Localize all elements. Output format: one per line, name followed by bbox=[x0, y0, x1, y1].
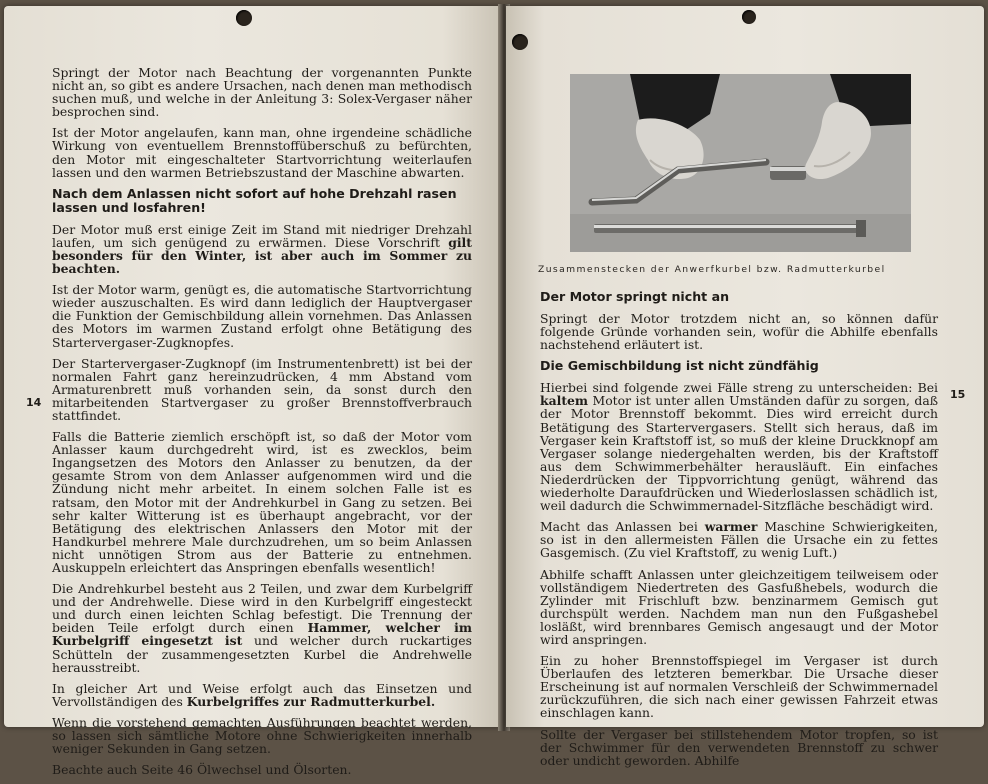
bold-text: Kurbelgriffes zur Radmutterkurbel. bbox=[186, 693, 436, 709]
right-page bbox=[506, 6, 984, 768]
text-span: Maschine Schwierigkeiten, so ist in den allermeisten Fällen die Ursache ein zu fettes Gasgemisch. (Zu viel Kraftstoff, zu wenig Luft.) bbox=[540, 519, 938, 561]
paragraph: Ein zu hoher Brennstoffspiegel im Vergaser ist durch Überlaufen des letzteren bemerkbar. Die Ursache dieser Erscheinung ist auf normalen Verschleiß der Schwimmernadel zurückzuführen, die sich nach einer gewissen Fahrzeit etwas einschlagen kann. bbox=[540, 653, 938, 721]
left-page bbox=[4, 6, 502, 778]
paragraph: Ist der Motor angelaufen, kann man, ohne irgendeine schädliche Wirkung von eventuellem Brennstoffüberschuß zu befürchten, den Motor mit eingeschalteter Startvorrichtung weiterlaufen lassen und den warmen Betriebszustand der Maschine abwarten. bbox=[52, 125, 472, 180]
binding-hole-icon bbox=[512, 34, 528, 50]
photo-caption: Zusammenstecken der Anwerfkurbel bzw. Radmutterkurbel bbox=[538, 264, 886, 275]
paragraph: Abhilfe schafft Anlassen unter gleichzeitigem teilweisem oder vollständigem Niedertreten des Gasfußhebels, wodurch die Zylinder mit Frischluft bzw. benzinarmem Gemisch gut durchspült werden. Nachdem man nun den Fußgashebel losläßt, wird brennbares Gemisch angesaugt und der Motor wird anspringen. bbox=[540, 566, 938, 647]
binding-hole-icon bbox=[236, 10, 252, 26]
paragraph: Springt der Motor nach Beachtung der vorgenannten Punkte nicht an, so gibt es andere Ursachen, nach denen man methodisch suchen muß, und welche in der Anleitung 3: Solex-Vergaser näher besprochen sind. bbox=[52, 65, 472, 120]
text-span: Die Andrehkurbel besteht aus 2 Teilen, und zwar dem Kurbelgriff und der Andrehwelle. Diese wird in den Kurbelgriff eingesteckt und durch einen leichten Schlag befestigt. Die Trennung der beiden Teile erfolgt durch einen bbox=[52, 581, 472, 636]
paragraph bbox=[52, 582, 472, 674]
crank-illustration bbox=[570, 74, 911, 252]
paragraph bbox=[540, 381, 938, 512]
text-span: Der Motor muß erst einige Zeit im Stand mit niedriger Drehzahl laufen, um sich genügend zu erwärmen. Diese Vorschrift bbox=[52, 221, 472, 250]
paragraph bbox=[52, 223, 472, 275]
text-span: In gleicher Art und Weise erfolgt auch das Einsetzen und Vervollständigen des bbox=[52, 680, 472, 709]
text-span: Macht das Anlassen bei bbox=[540, 519, 705, 535]
paragraph: Sollte der Vergaser bei stillstehendem Motor tropfen, so ist der Schwimmer für den verwendeten Brennstoff zu schwer oder undicht geworden. Abhilfe bbox=[540, 726, 938, 768]
paragraph: Beachte auch Seite 46 Ölwechsel und Ölsorten. bbox=[52, 762, 352, 778]
bold-text: Hammer, welcher im Kurbelgriff eingesetzt ist bbox=[52, 620, 472, 649]
section-heading: Nach dem Anlassen nicht sofort auf hohe Drehzahl rasen lassen und losfahren! bbox=[52, 185, 457, 215]
text-span: Hierbei sind folgende zwei Fälle streng zu unterscheiden: Bei bbox=[540, 380, 938, 396]
page-number: 14 bbox=[26, 396, 42, 409]
section-heading: Der Motor springt nicht an bbox=[540, 289, 730, 304]
right-page-text bbox=[540, 290, 938, 775]
bold-text: kaltem bbox=[540, 393, 589, 409]
left-page-text bbox=[52, 66, 472, 784]
paragraph: Falls die Batterie ziemlich erschöpft ist, so daß der Motor vom Anlasser kaum durchgedreht wird, ist es zwecklos, beim Ingangsetzen des Motors den Anlasser zu benutzen, da der gesamte Strom von dem Anlasser aufgenommen wird und die Zündung nicht mehr arbeitet. In einem solchen Falle ist es ratsam, den Motor mit der Andrehkurbel in Gang zu setzen. Bei sehr kalter Witterung ist es überhaupt angebracht, vor der Betätigung des elektrischen Anlassers den Motor mit der Handkurbel mehrere Male durchzudrehen, um so beim Anlassen nicht unnötigen Strom aus der Batterie zu entnehmen. Auskuppeln erleichtert das Anspringen ebenfalls wesentlich! bbox=[52, 429, 472, 575]
paragraph: Ist der Motor warm, genügt es, die automatische Startvorrichtung wieder auszuschalten. Es wird dann lediglich der Hauptvergaser die Funktion der Gemischbildung allein vornehmen. Das Anlassen des Motors im warmen Zustand erfolgt ohne Betätigung des Startervergaser-Zugknopfes. bbox=[52, 282, 472, 350]
crank-photo bbox=[570, 74, 911, 252]
bold-text: gilt besonders für den Winter, ist aber auch im Sommer zu beachten. bbox=[52, 234, 472, 277]
section-heading: Die Gemischbildung ist nicht zündfähig bbox=[540, 358, 819, 374]
text-span: und welcher durch ruckartiges Schütteln der zusammengesetzten Kurbel die Andrehwelle herausstreibt. bbox=[52, 633, 472, 675]
paragraph: Der Startervergaser-Zugknopf (im Instrumentenbrett) ist bei der normalen Fahrt ganz hereinzudrücken, 4 mm Abstand vom Armaturenbrett muß vorhanden sein, da sonst durch den mitarbeitenden Startvergaser zu großer Brennstoffverbrauch stattfindet. bbox=[52, 355, 472, 423]
bold-text: warmer bbox=[704, 519, 758, 535]
paragraph: Wenn die vorstehend gemachten Ausführungen beachtet werden, so lassen sich sämtliche Motore ohne Schwierigkeiten innerhalb weniger Sekunden in Gang setzen. bbox=[52, 714, 472, 757]
text-span: Motor ist unter allen Umständen dafür zu sorgen, daß der Motor Brennstoff bekommt. Dies wird erreicht durch Betätigung des Startervergasers. Stellt sich heraus, daß im Vergaser kein Kraftstoff ist, so muß der kleine Druckknopf am Vergaser solange niedergehalten werden, bis der Kraftstoff aus dem Schwimmerbehälter herausläuft. Ein einfaches Niederdrücken der Tippvorrichtung genügt, während das wiederholte Daraufdrücken und Wiederloslassen schädlich ist, weil dadurch die Schwimmernadel-Sitzfläche beschädigt wird. bbox=[540, 393, 938, 514]
paragraph bbox=[52, 682, 472, 708]
paragraph bbox=[540, 520, 938, 559]
binding-hole-icon bbox=[742, 10, 756, 24]
page-number: 15 bbox=[950, 388, 966, 401]
paragraph: Springt der Motor trotzdem nicht an, so können dafür folgende Gründe vorhanden sein, wofür die Abhilfe ebenfalls nachstehend erläutert ist. bbox=[540, 311, 938, 353]
